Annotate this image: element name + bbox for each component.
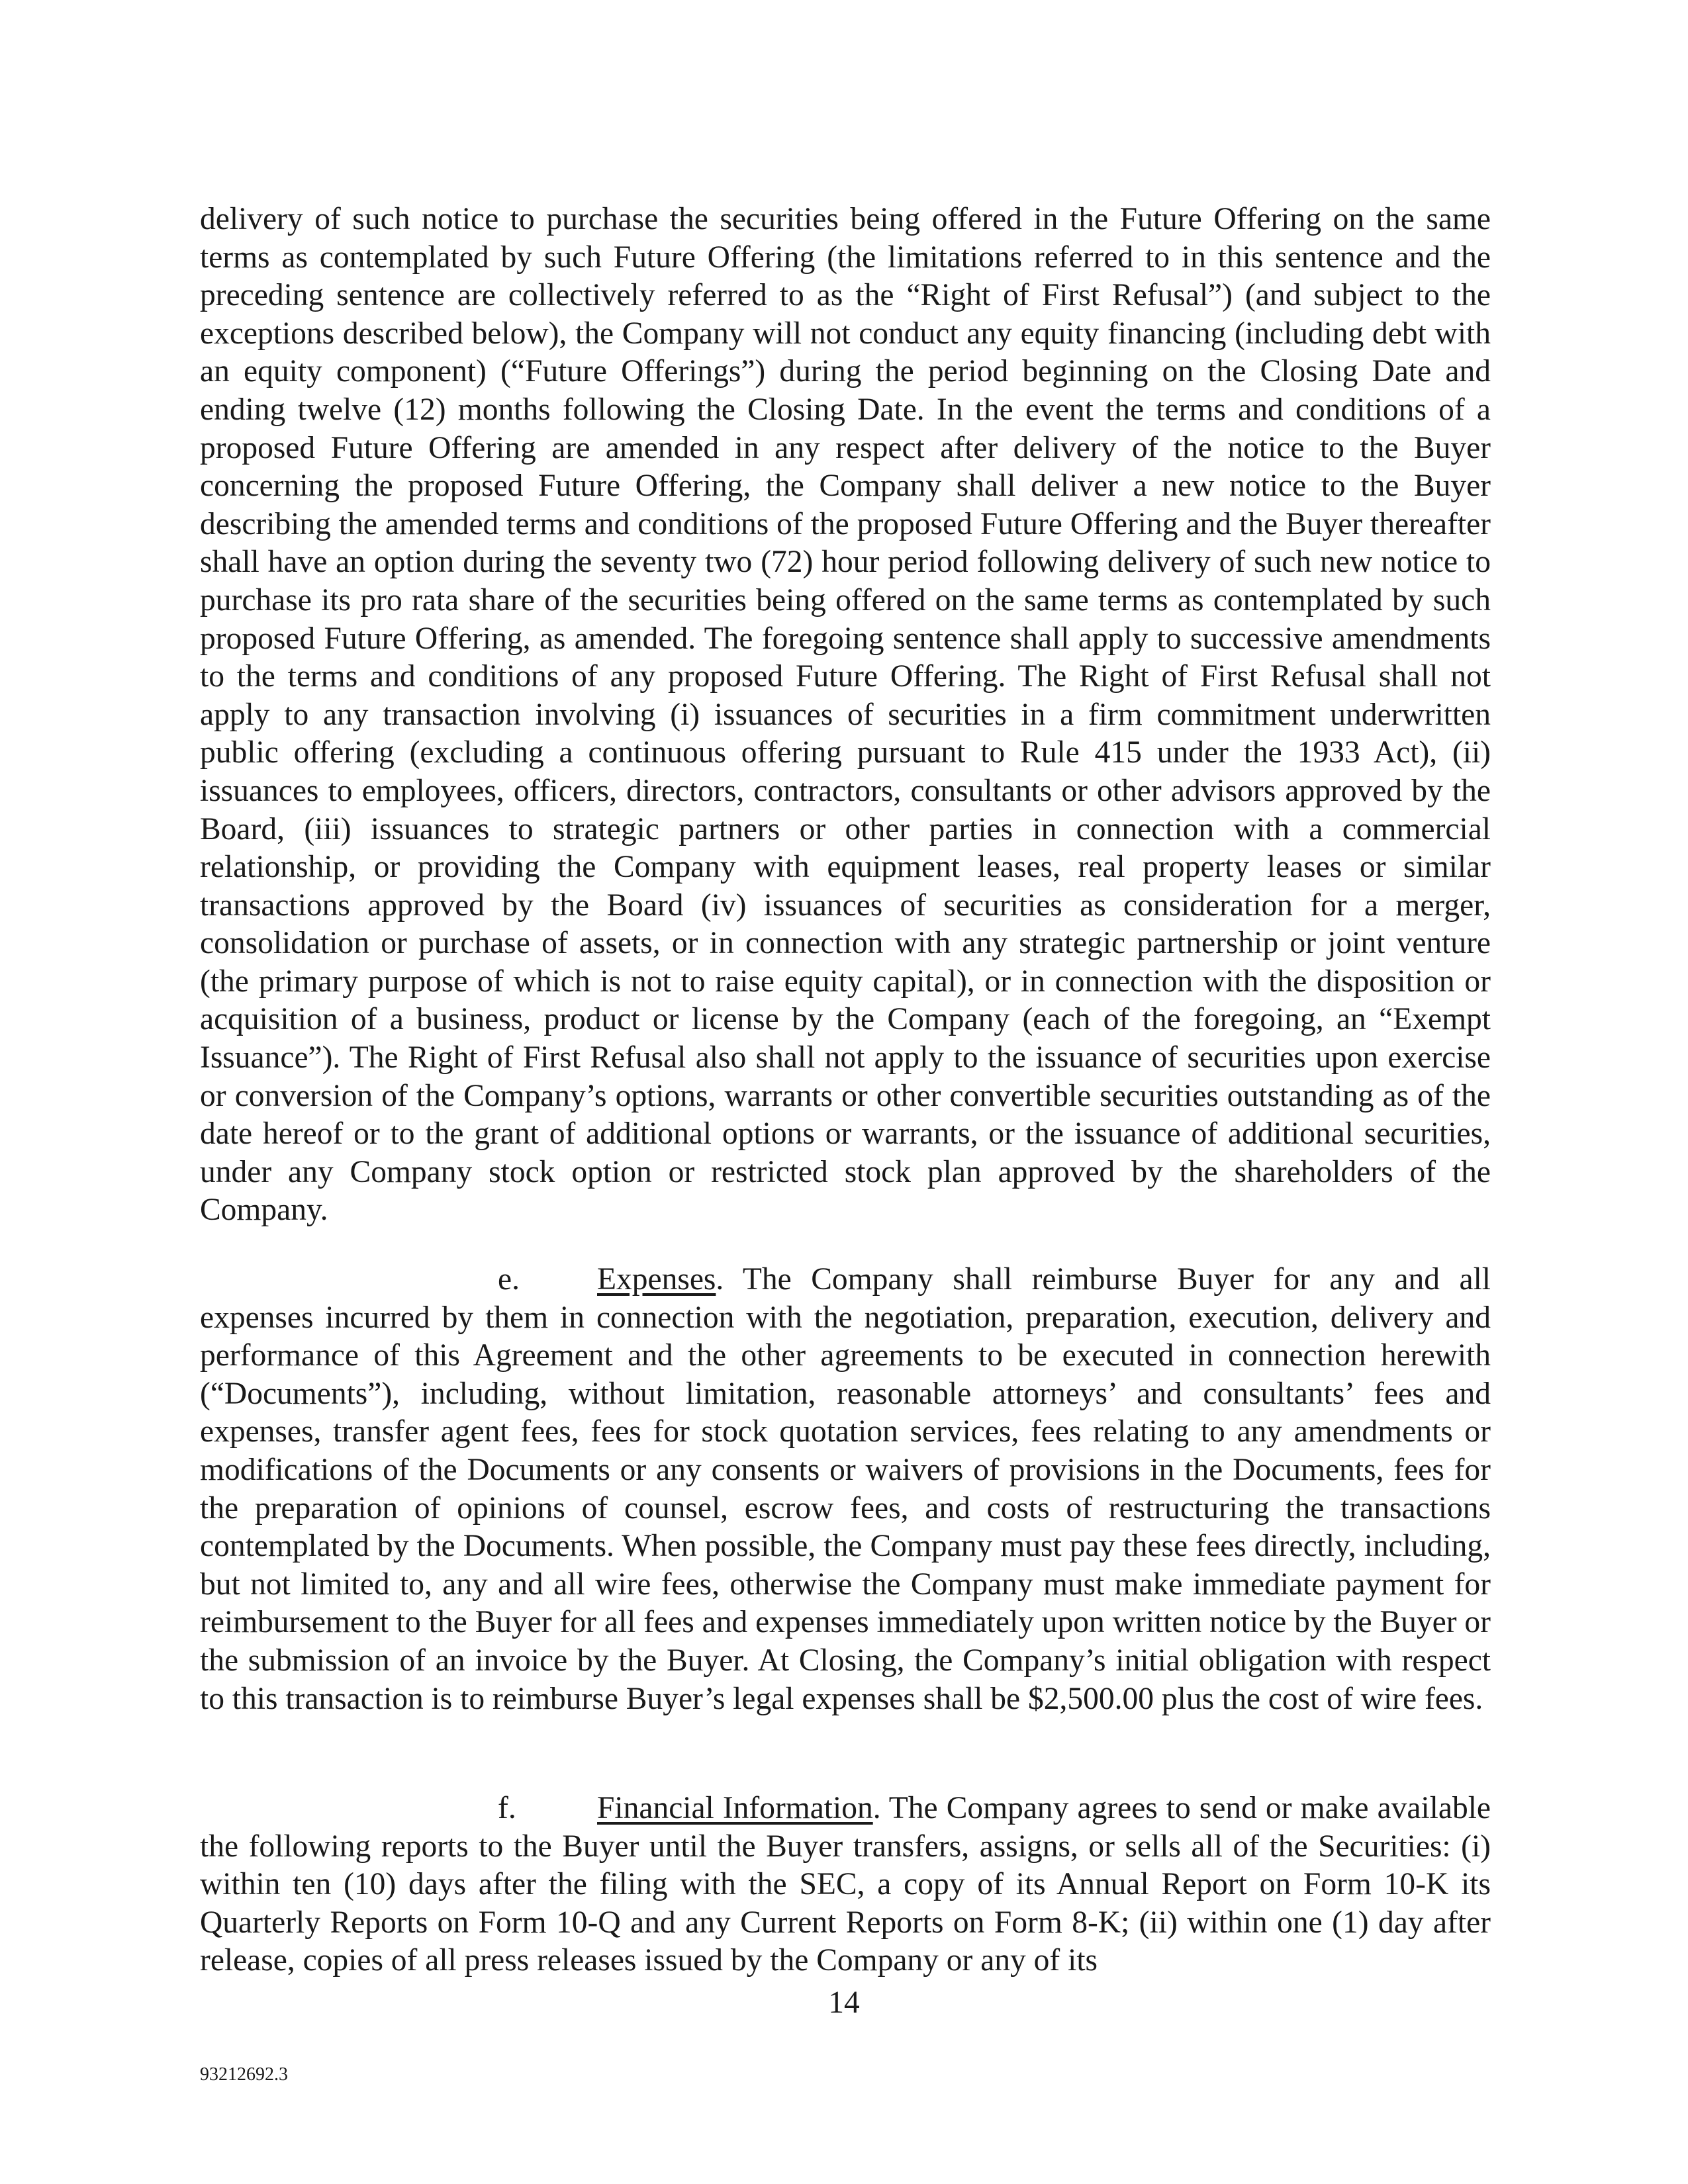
page-number: 14: [828, 1985, 860, 2020]
section-number: e.: [498, 1262, 520, 1297]
section-f-financial-information: [200, 1790, 1491, 1980]
section-number: f.: [498, 1791, 516, 1825]
paragraph-right-of-first-refusal-continuation: delivery of such notice to purchase the securities being offered in the Future Offering on the same terms as contemplated by such Future Offering (the limitations referred to in this sentence and the preceding sentence are collectively referred to as the “Right of First Refusal”) (and subject to the exceptions described below), the Company will not conduct any equity financing (including debt with an equity component) (“Future Offerings”) during the period beginning on the Closing Date and ending twelve (12) months following the Closing Date. In the event the terms and conditions of a proposed Future Offering are amended in any respect after delivery of the notice to the Buyer concerning the proposed Future Offering, the Company shall deliver a new notice to the Buyer describing the amended terms and conditions of the proposed Future Offering and the Buyer thereafter shall have an option during the seventy two (72) hour period following delivery of such new notice to purchase its pro rata share of the securities being offered on the same terms as contemplated by such proposed Future Offering, as amended. The foregoing sentence shall apply to successive amendments to the terms and conditions of any proposed Future Offering. The Right of First Refusal shall not apply to any transaction involving (i) issuances of securities in a firm commitment underwritten public offering (excluding a continuous offering pursuant to Rule 415 under the 1933 Act), (ii) issuances to employees, officers, directors, contractors, consultants or other advisors approved by the Board, (iii) issuances to strategic partners or other parties in connection with a commercial relationship, or providing the Company with equipment leases, real property leases or similar transactions approved by the Board (iv) issuances of securities as consideration for a merger, consolidation or purchase of assets, or in connection with any strategic partnership or joint venture (the primary purpose of which is not to raise equity capital), or in connection with the disposition or acquisition of a business, product or license by the Company (each of the foregoing, an “Exempt Issuance”). The Right of First Refusal also shall not apply to the issuance of securities upon exercise or conversion of the Company’s options, warrants or other convertible securities outstanding as of the date hereof or to the grant of additional options or warrants, or the issuance of additional securities, under any Company stock option or restricted stock plan approved by the shareholders of the Company.: [200, 202, 1491, 1228]
section-heading: Financial Information: [597, 1791, 873, 1825]
section-body: . The Company shall reimburse Buyer for any and all expenses incurred by them in connection with the negotiation, preparation, execution, delivery and performance of this Agreement and the other agreements to be executed in connection herewith (“Documents”), including, without limitation, reasonable attorneys’ and consultants’ fees and expenses, transfer agent fees, fees for stock quotation services, fees relating to any amendments or modifications of the Documents or any consents or waivers of provisions in the Documents, fees for the preparation of opinions of counsel, escrow fees, and costs of restructuring the transactions contemplated by the Documents. When possible, the Company must pay these fees directly, including, but not limited to, any and all wire fees, otherwise the Company must make immediate payment for reimbursement to the Buyer for all fees and expenses immediately upon written notice by the Buyer or the submission of an invoice by the Buyer. At Closing, the Company’s initial obligation with respect to this transaction is to reimburse Buyer’s legal expenses shall be $2,500.00 plus the cost of wire fees.: [200, 1262, 1491, 1716]
document-id: 93212692.3: [200, 2064, 288, 2085]
section-e-expenses: [200, 1261, 1491, 1718]
section-heading: Expenses: [597, 1262, 716, 1297]
section-body: . The Company agrees to send or make available the following reports to the Buyer until the Buyer transfers, assigns, or sells all of the Securities: (i) within ten (10) days after the filing with the SEC, a copy of its Annual Report on Form 10-K its Quarterly Reports on Form 10-Q and any Current Reports on Form 8-K; (ii) within one (1) day after release, copies of all press releases issued by the Company or any of its: [200, 1791, 1491, 1978]
